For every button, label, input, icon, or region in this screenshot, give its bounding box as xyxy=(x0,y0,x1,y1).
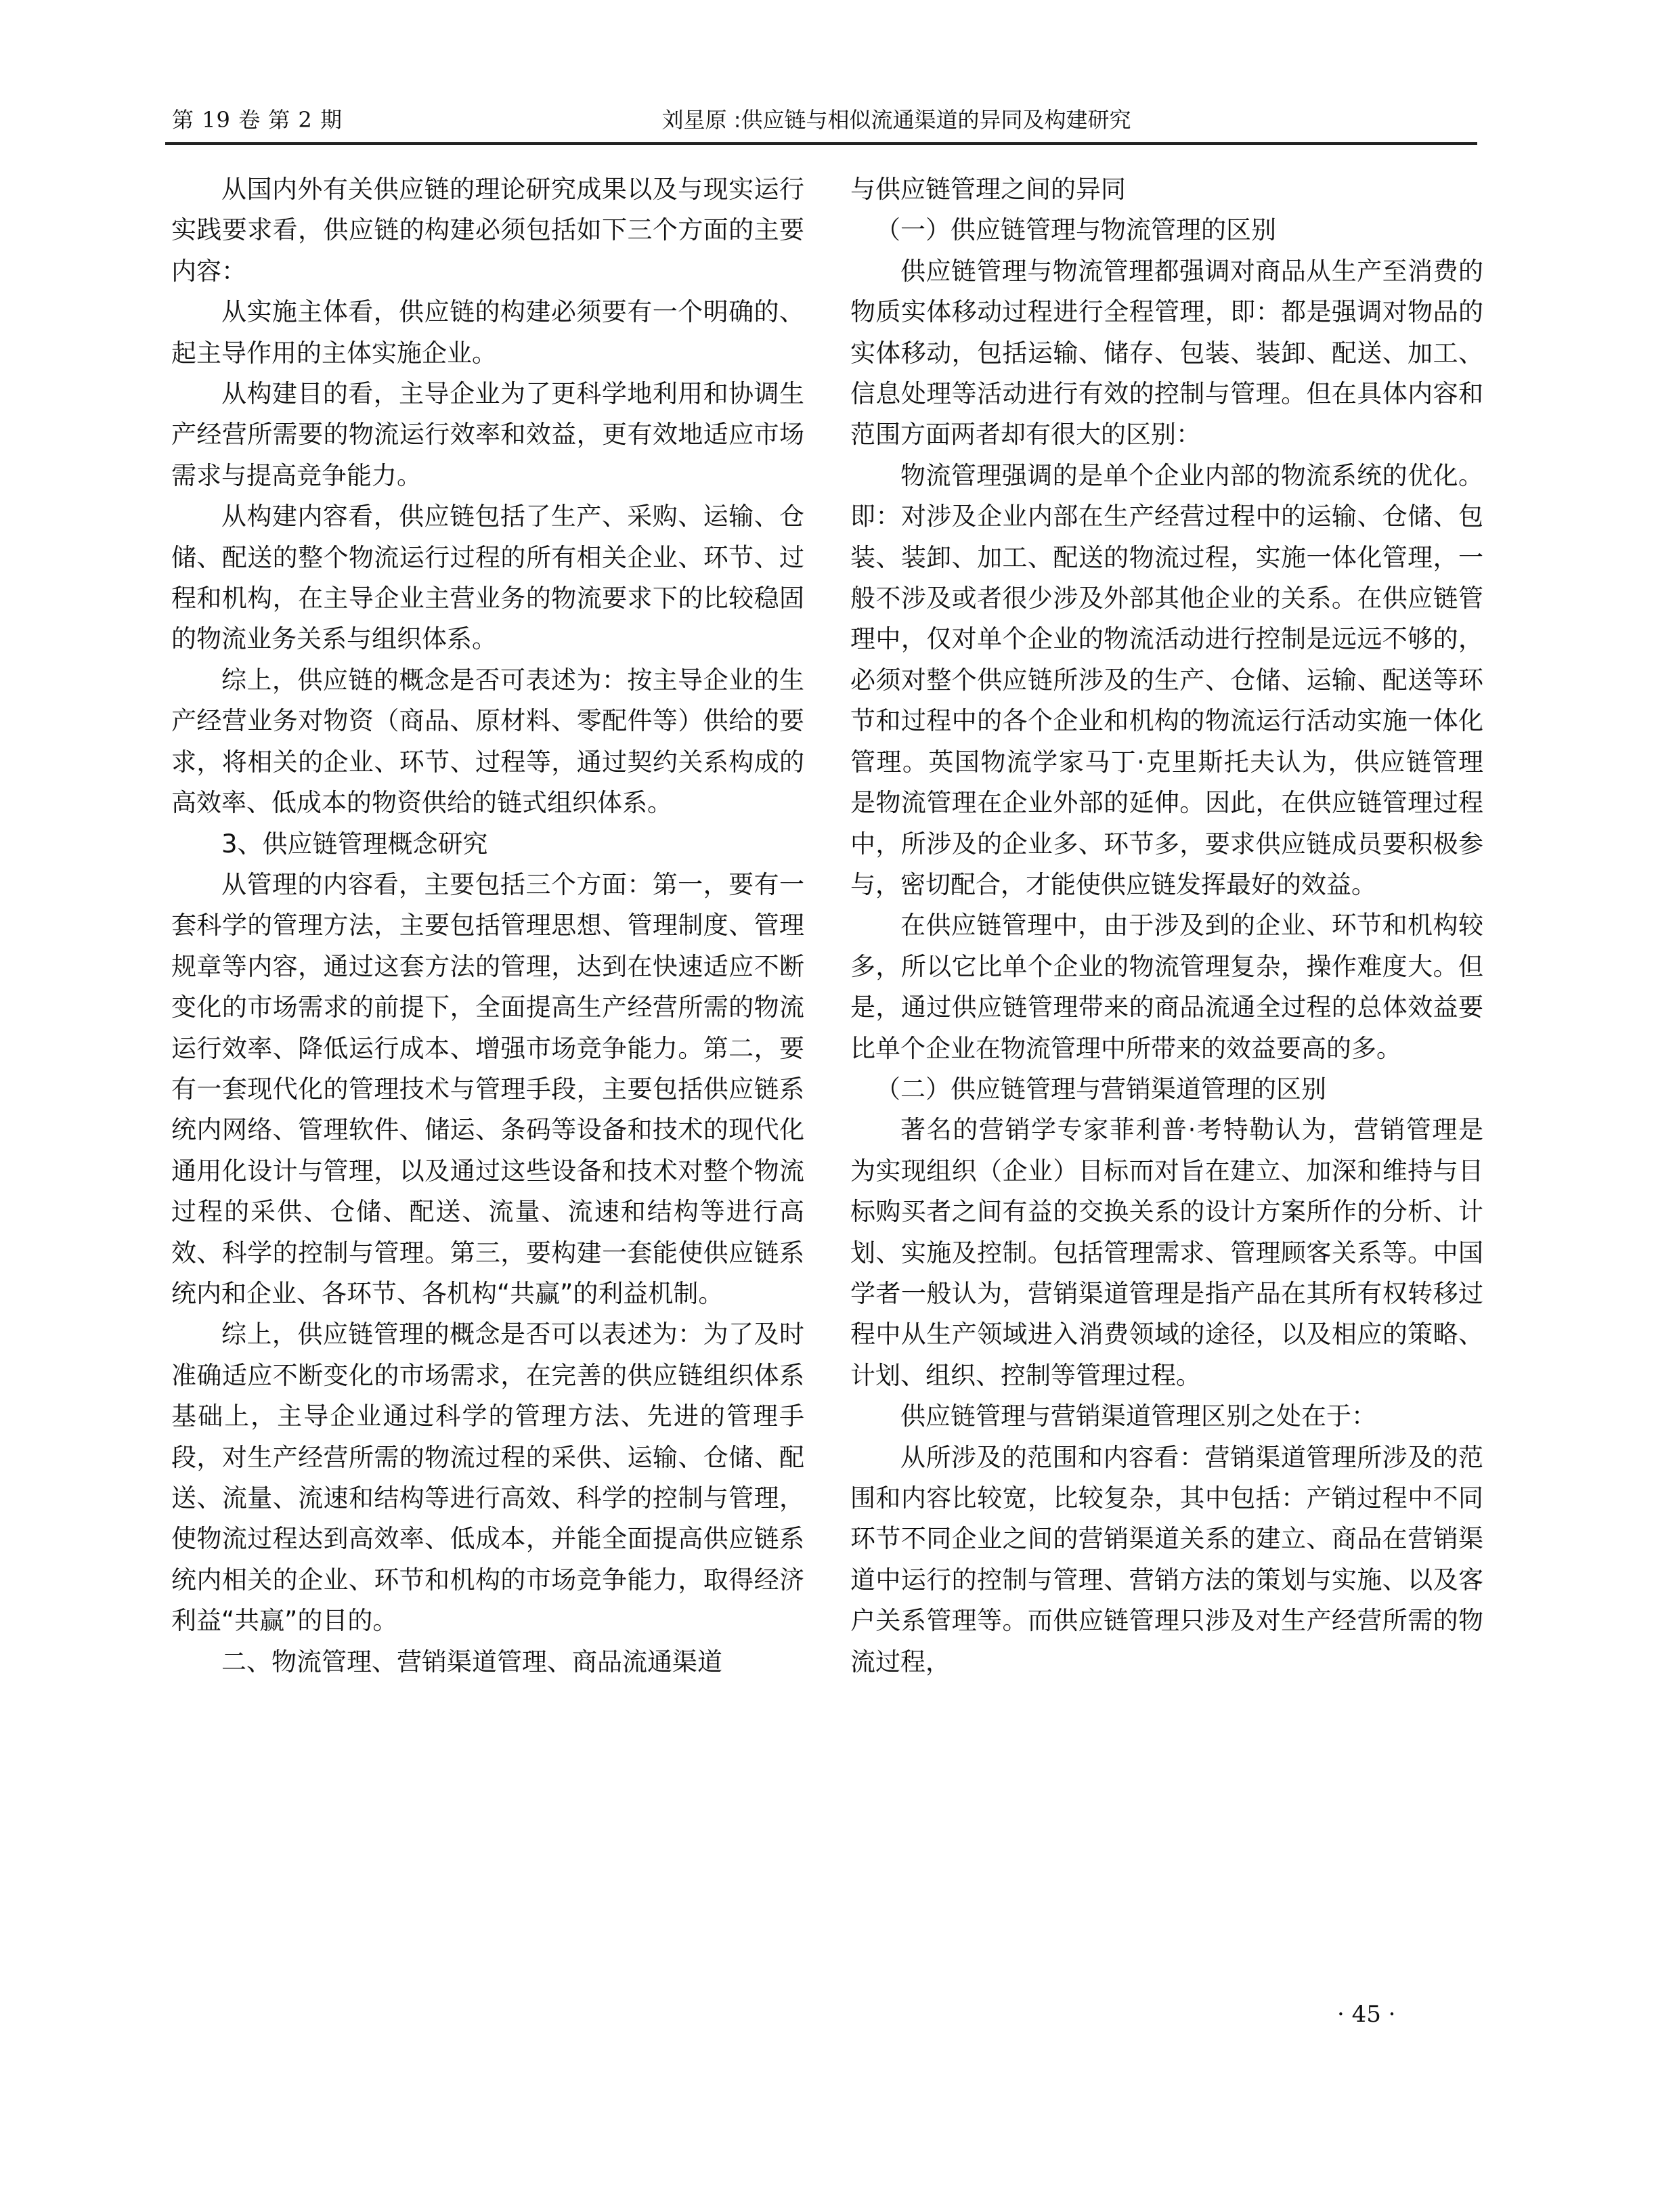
paragraph: 综上，供应链管理的概念是否可以表述为：为了及时准确适应不断变化的市场需求，在完善的供应链组织体系基础上，主导企业通过科学的管理方法、先进的管理手段，对生产经营所需的物流过程的采供、运输、仓储、配送、流量、流速和结构等进行高效、科学的控制与管理，使物流过程达到高效率、低成本，并能全面提高供应链系统内相关的企业、环节和机构的市场竞争能力，取得经济利益“共赢”的目的。 xyxy=(171,1320,804,1636)
paragraph: 从国内外有关供应链的理论研究成果以及与现实运行实践要求看，供应链的构建必须包括如下三个方面的主要内容： xyxy=(171,175,804,286)
section-heading: 二、物流管理、营销渠道管理、商品流通渠道 xyxy=(221,1647,722,1676)
paragraph: 综上，供应链的概念是否可表述为：按主导企业的生产经营业务对物资（商品、原材料、零配件等）供给的要求，将相关的企业、环节、过程等，通过契约关系构成的高效率、低成本的物资供给的链式组织体系。 xyxy=(171,665,804,818)
running-header xyxy=(165,102,1477,145)
paragraph: 从实施主体看，供应链的构建必须要有一个明确的、起主导作用的主体实施企业。 xyxy=(171,297,804,368)
paragraph: 供应链管理与营销渠道管理区别之处在于： xyxy=(900,1402,1376,1431)
paragraph: 物流管理强调的是单个企业内部的物流系统的优化。即：对涉及企业内部在生产经营过程中的运输、仓储、包装、装卸、加工、配送的物流过程，实施一体化管理，一般不涉及或者很少涉及外部其他企业的关系。在供应链管理中，仅对单个企业的物流活动进行控制是远远不够的，必须对整个供应链所涉及的生产、仓储、运输、配送等环节和过程中的各个企业和机构的物流运行活动实施一体化管理。英国物流学家马丁·克里斯托夫认为，供应链管理是物流管理在企业外部的延伸。因此，在供应链管理过程中，所涉及的企业多、环节多，要求供应链成员要积极参与，密切配合，才能使供应链发挥最好的效益。 xyxy=(850,460,1483,899)
right-column xyxy=(850,169,1483,1683)
paragraph: 从构建内容看，供应链包括了生产、采购、运输、仓储、配送的整个物流运行过程的所有相关企业、环节、过程和机构，在主导企业主营业务的物流要求下的比较稳固的物流业务关系与组织体系。 xyxy=(171,502,804,654)
left-column xyxy=(171,169,804,1683)
paragraph: 在供应链管理中，由于涉及到的企业、环节和机构较多，所以它比单个企业的物流管理复杂，操作难度大。但是，通过供应链管理带来的商品流通全过程的总体效益要比单个企业在物流管理中所带来的效益要高的多。 xyxy=(850,911,1483,1063)
paragraph: 从构建目的看，主导企业为了更科学地利用和协调生产经营所需要的物流运行效率和效益，更有效地适应市场需求与提高竞争能力。 xyxy=(171,379,804,490)
paragraph: 著名的营销学专家菲利普·考特勒认为，营销管理是为实现组织（企业）目标而对旨在建立、加深和维持与目标购买者之间有益的交换关系的设计方案所作的分析、计划、实施及控制。包括管理需求、管理顾客关系等。中国学者一般认为，营销渠道管理是指产品在其所有权转移过程中从生产领域进入消费领域的途径，以及相应的策略、计划、组织、控制等管理过程。 xyxy=(850,1115,1483,1390)
article-title-header: 刘星原 :供应链与相似流通渠道的异同及构建研究 xyxy=(661,107,1131,133)
subsection-heading: （二）供应链管理与营销渠道管理的区别 xyxy=(875,1074,1326,1104)
page-number: · 45 · xyxy=(1337,2001,1396,2028)
paragraph: 供应链管理与物流管理都强调对商品从生产至消费的物质实体移动过程进行全程管理，即：都是强调对物品的实体移动，包括运输、储存、包装、装卸、配送、加工、信息处理等活动进行有效的控制与管理。但在具体内容和范围方面两者却有很大的区别： xyxy=(850,256,1483,450)
section-heading: 3、供应链管理概念研究 xyxy=(221,829,488,859)
paragraph: 从管理的内容看，主要包括三个方面：第一，要有一套科学的管理方法，主要包括管理思想、管理制度、管理规章等内容，通过这套方法的管理，达到在快速适应不断变化的市场需求的前提下，全面提高生产经营所需的物流运行效率、降低运行成本、增强市场竞争能力。第二，要有一套现代化的管理技术与管理手段，主要包括供应链系统内网络、管理软件、储运、条码等设备和技术的现代化通用化设计与管理，以及通过这些设备和技术对整个物流过程的采供、仓储、配送、流量、流速和结构等进行高效、科学的控制与管理。第三，要构建一套能使供应链系统内和企业、各环节、各机构“共赢”的利益机制。 xyxy=(171,869,804,1308)
subsection-heading: （一）供应链管理与物流管理的区别 xyxy=(875,215,1276,245)
volume-issue: 第 19 卷 第 2 期 xyxy=(172,107,343,133)
paragraph: 从所涉及的范围和内容看：营销渠道管理所涉及的范围和内容比较宽，比较复杂，其中包括：产销过程中不同环节不同企业之间的营销渠道关系的建立、商品在营销渠道中运行的控制与管理、营销方法的策划与实施、以及客户关系管理等。而供应链管理只涉及对生产经营所需的物流过程， xyxy=(850,1442,1483,1676)
section-heading-continued: 与供应链管理之间的异同 xyxy=(850,175,1126,204)
